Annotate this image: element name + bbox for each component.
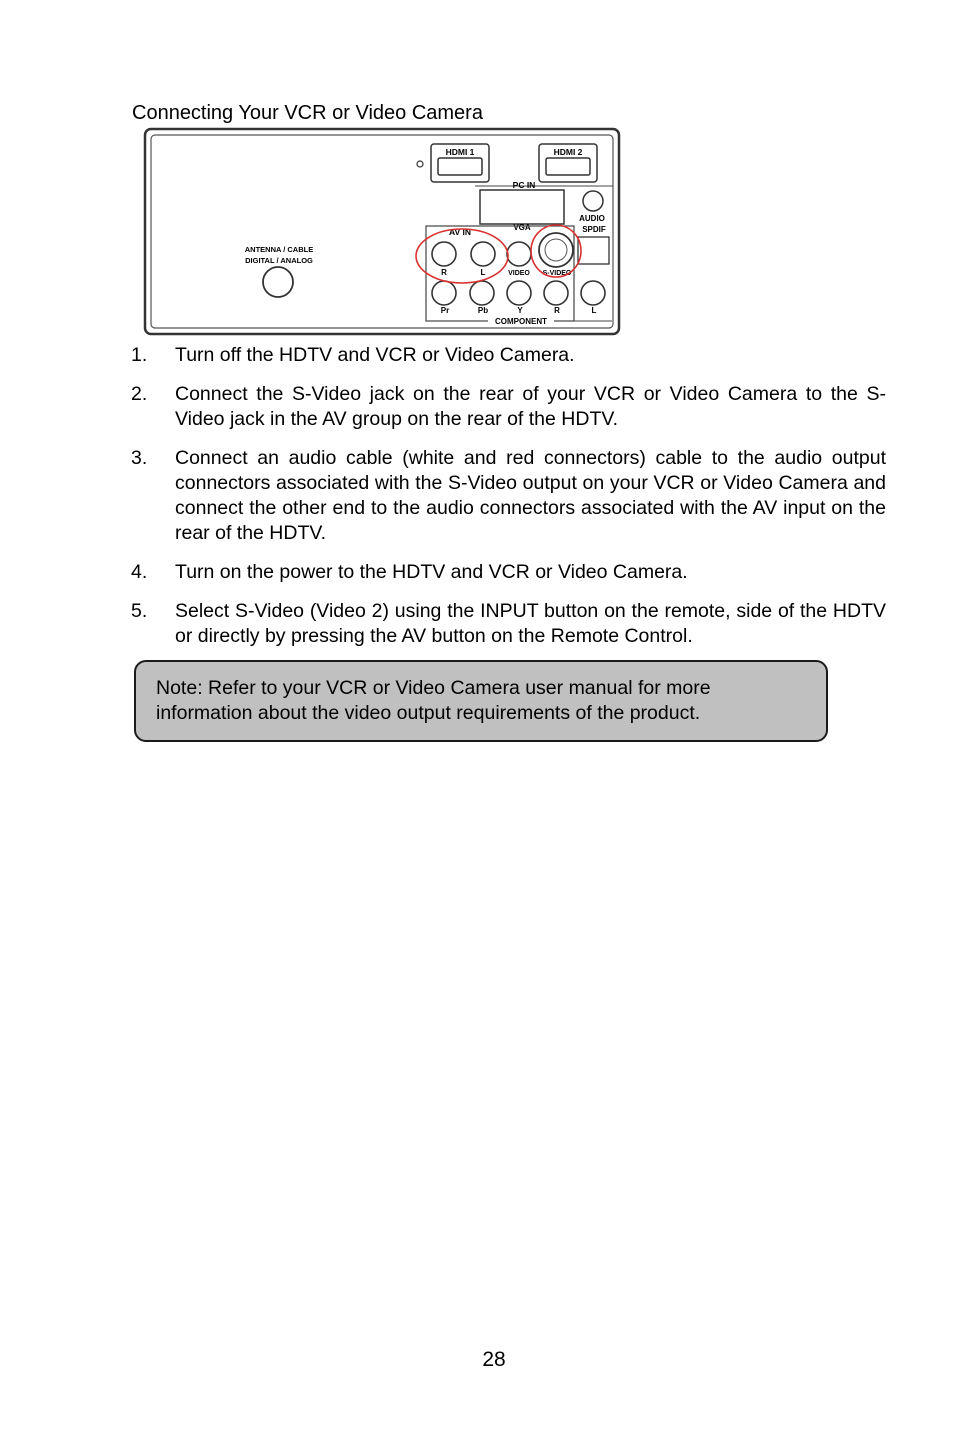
step-text: Select S-Video (Video 2) using the INPUT button on the remote, side of the HDTV or directly by pressing the AV button on the Remote Control. — [175, 600, 886, 647]
comp-r-label: R — [554, 306, 560, 315]
av-r-jack — [432, 242, 456, 266]
component-label: COMPONENT — [495, 317, 547, 326]
y-jack — [507, 281, 531, 305]
step-number: 1. — [131, 344, 148, 366]
y-label: Y — [517, 306, 523, 315]
vga-port — [480, 190, 564, 224]
step-item — [131, 382, 886, 432]
s-video-label: S-VIDEO — [542, 270, 572, 277]
av-in-label: AV IN — [448, 227, 472, 237]
antenna-label-line1: ANTENNA / CABLE — [244, 245, 314, 254]
step-number: 5. — [131, 600, 148, 622]
comp-r-jack — [544, 281, 568, 305]
video-label: VIDEO — [508, 270, 530, 277]
av-r-label: R — [441, 268, 447, 277]
antenna-label-line2: DIGITAL / ANALOG — [245, 256, 313, 265]
step-number: 3. — [131, 447, 148, 469]
vga-label: VGA — [513, 223, 531, 232]
pb-label: Pb — [477, 306, 489, 315]
comp-l-label: L — [591, 306, 597, 315]
video-jack — [507, 242, 531, 266]
antenna-jack — [263, 267, 293, 297]
step-item — [131, 343, 886, 368]
comp-l-jack — [581, 281, 605, 305]
pb-jack — [470, 281, 494, 305]
tv-rear-panel-diagram — [142, 126, 622, 338]
pr-label: Pr — [440, 306, 450, 315]
audio-label: AUDIO — [579, 214, 605, 223]
step-text: Turn on the power to the HDTV and VCR or Video Camera. — [175, 561, 688, 583]
step-text: Connect the S-Video jack on the rear of your VCR or Video Camera to the S-Video jack in the AV group on the rear of the HDTV. — [175, 383, 886, 430]
hdmi2-label: HDMI 2 — [553, 147, 583, 157]
note-box — [134, 660, 828, 742]
step-item — [131, 599, 886, 649]
page-number: 28 — [482, 1348, 506, 1371]
hdmi1-label: HDMI 1 — [445, 147, 475, 157]
pr-jack — [432, 281, 456, 305]
note-text: Note: Refer to your VCR or Video Camera user manual for more information about the video output requirements of the product. — [156, 677, 711, 724]
step-text: Connect an audio cable (white and red connectors) cable to the audio output connectors associated with the S-Video output on your VCR or Video Camera and connect the other end to the audio connectors associated with the AV input on the rear of the HDTV. — [175, 447, 886, 544]
audio-jack — [583, 191, 603, 211]
step-text: Turn off the HDTV and VCR or Video Camera. — [175, 344, 575, 366]
spdif-label: SPDIF — [582, 225, 606, 234]
spdif-port — [578, 237, 609, 264]
pc-in-label: PC IN — [512, 180, 536, 190]
av-l-label: L — [480, 268, 486, 277]
steps-list — [131, 343, 886, 663]
step-number: 2. — [131, 383, 148, 405]
step-item — [131, 446, 886, 546]
step-number: 4. — [131, 561, 148, 583]
av-l-jack — [471, 242, 495, 266]
step-item — [131, 560, 886, 585]
s-video-jack — [539, 233, 573, 267]
section-title: Connecting Your VCR or Video Camera — [132, 102, 483, 124]
